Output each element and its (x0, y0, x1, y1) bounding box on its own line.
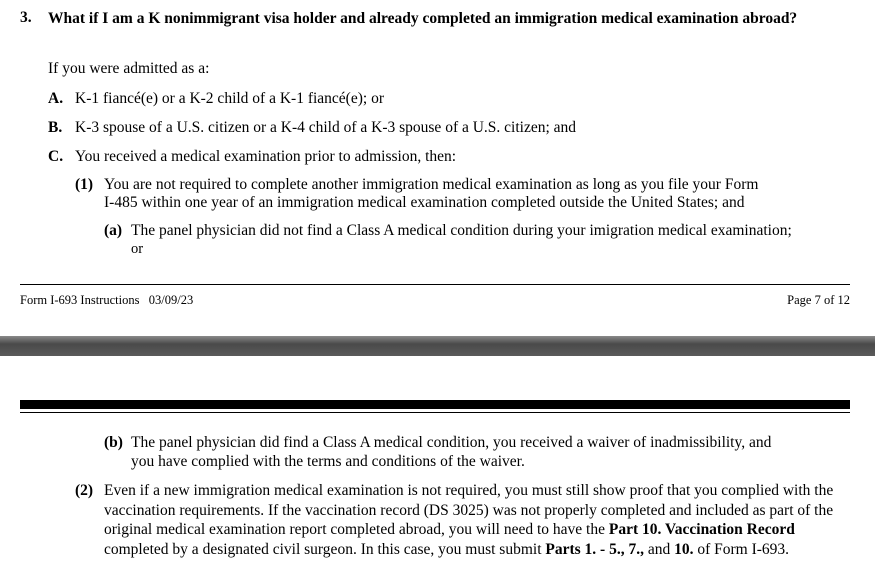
sub-item-label: (b) (104, 434, 123, 451)
sub-item-1-line2: I-485 within one year of an immigration medical examination completed outside the United States; and (104, 194, 745, 211)
list-item-a (48, 90, 384, 108)
paragraph-text: completed by a designated civil surgeon. In this case, you must submit (104, 540, 546, 558)
sub-item-label: (a) (104, 222, 123, 239)
sub-item-label: (1) (75, 176, 94, 193)
paragraph-bold: Parts 1. - 5., 7., (545, 540, 644, 558)
sub-item-line1: You are not required to complete another immigration medical examination as long as you file your Form (104, 176, 759, 193)
list-item-b (48, 119, 576, 137)
intro-text: If you were admitted as a: (48, 60, 210, 77)
footer-form-info: Form I-693 Instructions 03/09/23 (20, 293, 194, 307)
sub-item-label: (2) (75, 482, 94, 499)
document-page-8 (0, 356, 875, 582)
header-thick-rule (20, 400, 850, 409)
paragraph-bold: 10. (674, 540, 694, 558)
list-item-label: B. (48, 119, 63, 136)
sub-item-line1: The panel physician did find a Class A medical condition, you received a waiver of inadmissibility, and (131, 434, 772, 451)
footer-page-number: Page 7 of 12 (787, 293, 850, 307)
list-item-label: C. (48, 148, 64, 165)
sub-item-1 (75, 176, 758, 194)
paragraph-text: Even if a new immigration medical examination is not required, you must still show proof that you complied with the vaccination requirements. If the vaccination record (DS 3025) was not properly completed and included as part of the original medical examination report completed abroad, you will need to have the (104, 482, 834, 538)
list-item-c (48, 148, 456, 166)
sub-item-a-line2: or (131, 241, 144, 257)
paragraph-text: of Form I-693. (693, 540, 790, 558)
sub-item-line1: The panel physician did not find a Class A medical condition during your imigration medical examination; (131, 222, 792, 239)
page-separator (0, 336, 875, 356)
paragraph-text: and (643, 540, 675, 558)
question-number: 3. (20, 9, 32, 26)
list-item-text: You received a medical examination prior to admission, then: (75, 148, 457, 165)
footer-rule (20, 284, 850, 285)
sub-item-a (104, 222, 792, 240)
paragraph-bold: Part 10. Vaccination Record (608, 521, 795, 538)
question-text: What if I am a K nonimmigrant visa holder and already completed an immigration medical examination abroad? (48, 10, 798, 27)
sub-item-b-line2: you have complied with the terms and conditions of the waiver. (131, 453, 525, 470)
header-thin-rule (20, 412, 850, 413)
list-item-text: K-3 spouse of a U.S. citizen or a K-4 child of a K-3 spouse of a U.S. citizen; and (75, 119, 577, 136)
list-item-label: A. (48, 90, 64, 107)
list-item-text: K-1 fiancé(e) or a K-2 child of a K-1 fiancé(e); or (75, 90, 384, 107)
sub-item-b (104, 434, 771, 452)
sub-item-2-paragraph (104, 481, 850, 559)
